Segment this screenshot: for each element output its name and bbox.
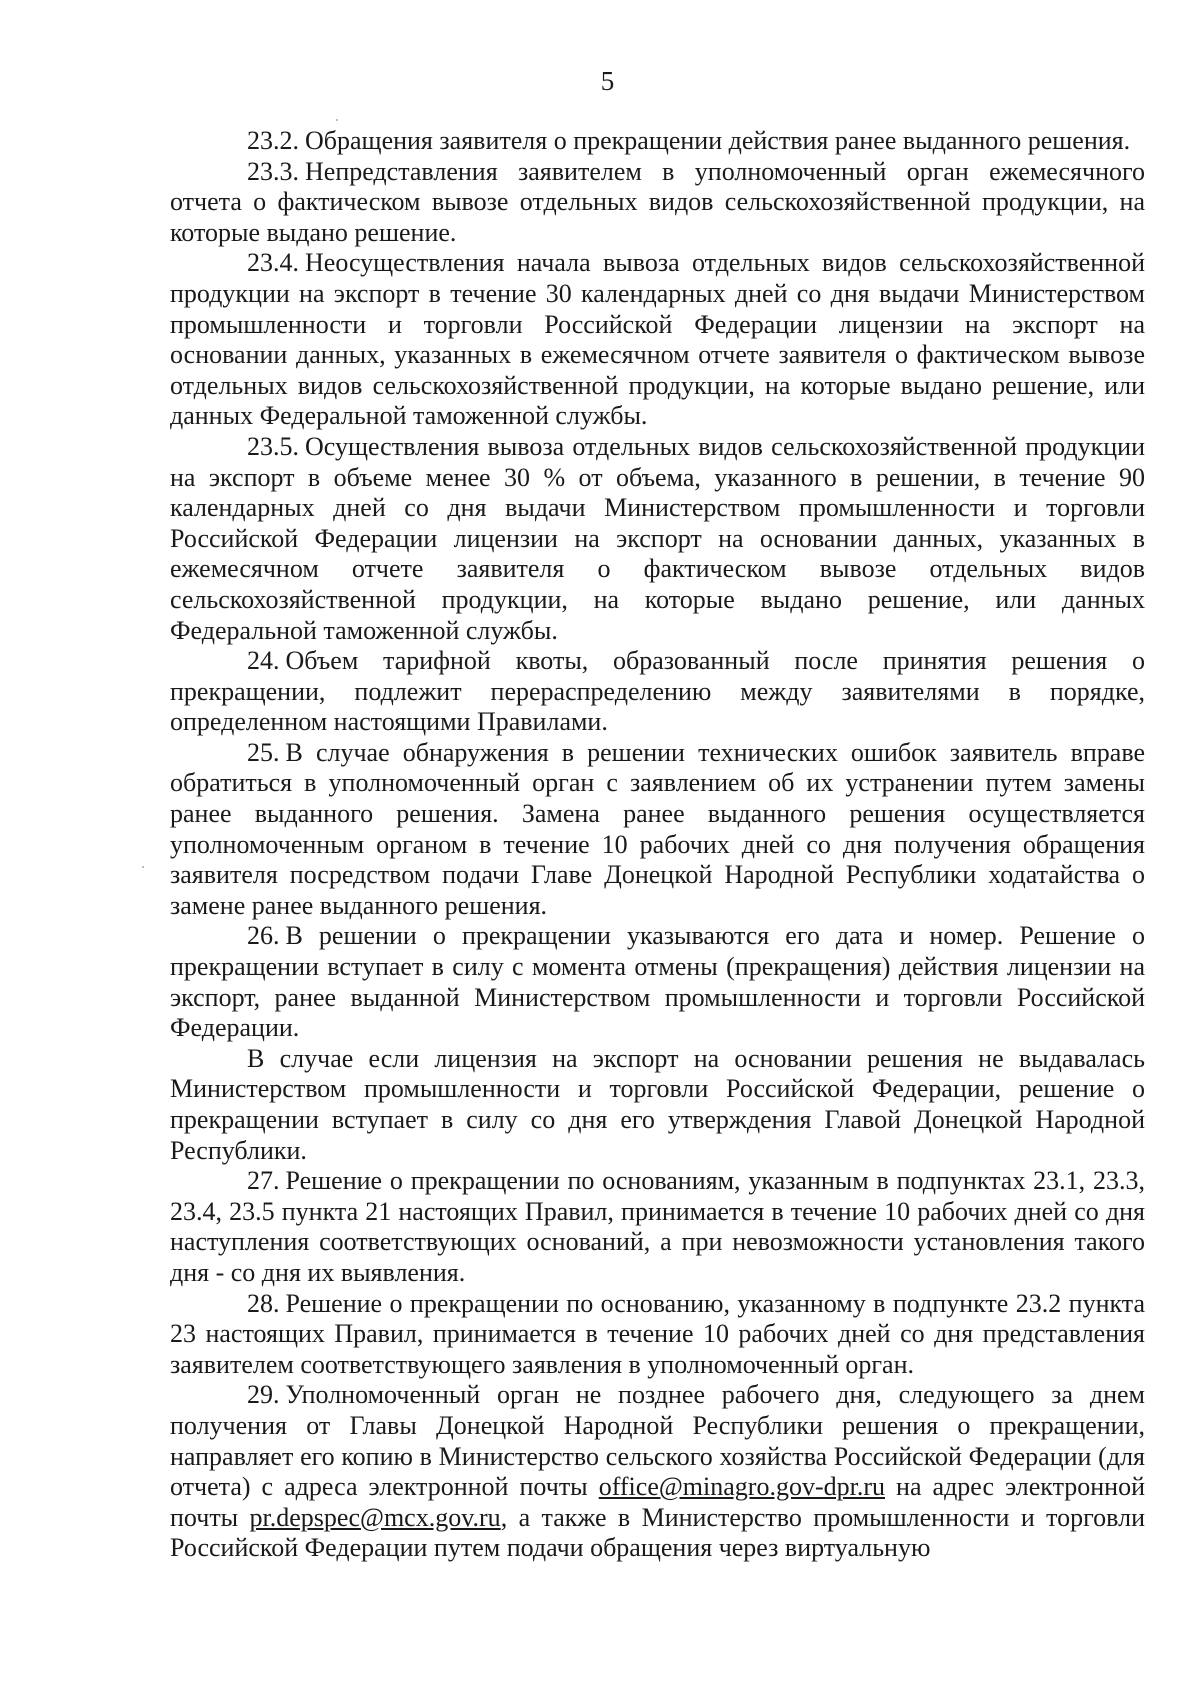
clause-29 xyxy=(170,1380,1145,1564)
clause-23-4 xyxy=(170,248,1145,432)
clause-27 xyxy=(170,1166,1145,1288)
clause-text: В случае обнаружения в решении технических ошибок заявитель вправе обратиться в уполномоченный орган с заявлением об их устранении путем замены ранее выданного решения. Замена ранее выданного решения осуществляется уполномоченным органом в течение 10 рабочих дней со дня получения обращения заявителя посредством подачи Главе Донецкой Народной Республики ходатайства о замене ранее выданного решения. xyxy=(170,737,1145,920)
clause-text: Решение о прекращении по основанию, указанному в подпункте 23.2 пункта 23 настоящих Правил, принимается в течение 10 рабочих дней со дня представления заявителем соответствующего заявления в уполномоченный орган. xyxy=(170,1288,1145,1379)
clause-23-3 xyxy=(170,157,1145,249)
clause-text-part: на адрес электронной почты xyxy=(170,1472,1145,1532)
clause-number: 28. xyxy=(247,1288,280,1318)
clause-text: Осуществления вывоза отдельных видов сельскохозяйственной продукции на экспорт в объеме менее 30 % от объема, указанного в решении, в течение 90 календарных дней со дня выдачи Министерством промышленности и торговли Российской Федерации лицензии на экспорт на основании данных, указанных в ежемесячном отчете заявителя о фактическом вывозе отдельных видов сельскохозяйственной продукции, на которые выдано решение, или данных Федеральной таможенной службы. xyxy=(170,431,1145,645)
clause-number: 26. xyxy=(247,921,280,951)
clause-28 xyxy=(170,1289,1145,1381)
clause-text-part: , а также в Министерство промышленности и торговли Российской Федерации путем подачи обращения через виртуальную xyxy=(170,1502,1145,1563)
clause-24 xyxy=(170,646,1145,738)
clause-text: Обращения заявителя о прекращении действия ранее выданного решения. xyxy=(305,126,1131,155)
clause-number: 23.5. xyxy=(247,431,299,461)
clause-23-5 xyxy=(170,432,1145,646)
clause-text-part: Уполномоченный орган не позднее рабочего дня, следующего за днем получения от Главы Донецкой Народной Республики решения о прекращении, направляет его копию в Министерство сельского хозяйства Российской Федерации (для отчета) с адреса электронной почты xyxy=(170,1380,1145,1502)
clause-26 xyxy=(170,921,1145,1043)
clause-number: 23.3. xyxy=(247,156,299,186)
email-link-depspec[interactable]: pr.depspec@mcx.gov.ru xyxy=(249,1502,501,1532)
clause-text: Непредставления заявителем в уполномоченный орган ежемесячного отчета о фактическом вывозе отдельных видов сельскохозяйственной продукции, на которые выдано решение. xyxy=(170,156,1145,247)
clause-text: В случае если лицензия на экспорт на основании решения не выдавалась Министерством промышленности и торговли Российской Федерации, решение о прекращении вступает в силу со дня его утверждения Главой Донецкой Народной Республики. xyxy=(170,1043,1145,1165)
scan-speck xyxy=(142,866,144,868)
clause-text: Объем тарифной квоты, образованный после принятия решения о прекращении, подлежит перераспределению между заявителями в порядке, определенном настоящими Правилами. xyxy=(170,646,1145,737)
page-number: 5 xyxy=(600,66,615,96)
document-body xyxy=(170,126,1145,1564)
clause-text: В решении о прекращении указываются его дата и номер. Решение о прекращении вступает в силу с момента отмены (прекращения) действия лицензии на экспорт, ранее выданной Министерством промышленности и торговли Российской Федерации. xyxy=(170,921,1145,1043)
clause-26-continuation xyxy=(170,1044,1145,1166)
clause-text: Решение о прекращении по основаниям, указанным в подпунктах 23.1, 23.3, 23.4, 23.5 пункта 21 настоящих Правил, принимается в течение 10 рабочих дней со дня наступления соответствующих оснований, а при невозможности установления такого дня - со дня их выявления. xyxy=(170,1166,1145,1287)
email-link-office[interactable]: office@minagro.gov-dpr.ru xyxy=(598,1472,885,1502)
clause-number: 27. xyxy=(247,1166,280,1196)
clause-number: 24. xyxy=(247,646,280,676)
clause-number: 25. xyxy=(247,737,280,767)
clause-number: 29. xyxy=(247,1380,280,1410)
clause-number: 23.2. xyxy=(247,126,299,155)
clause-23-2 xyxy=(170,126,1145,157)
clause-25 xyxy=(170,738,1145,922)
clause-number: 23.4. xyxy=(247,248,299,278)
scan-speck xyxy=(336,119,338,121)
clause-text: Неосуществления начала вывоза отдельных видов сельскохозяйственной продукции на экспорт в течение 30 календарных дней со дня выдачи Министерством промышленности и торговли Российской Федерации лицензии на экспорт на основании данных, указанных в ежемесячном отчете заявителя о фактическом вывозе отдельных видов сельскохозяйственной продукции, на которые выдано решение, или данных Федеральной таможенной службы. xyxy=(170,248,1145,431)
